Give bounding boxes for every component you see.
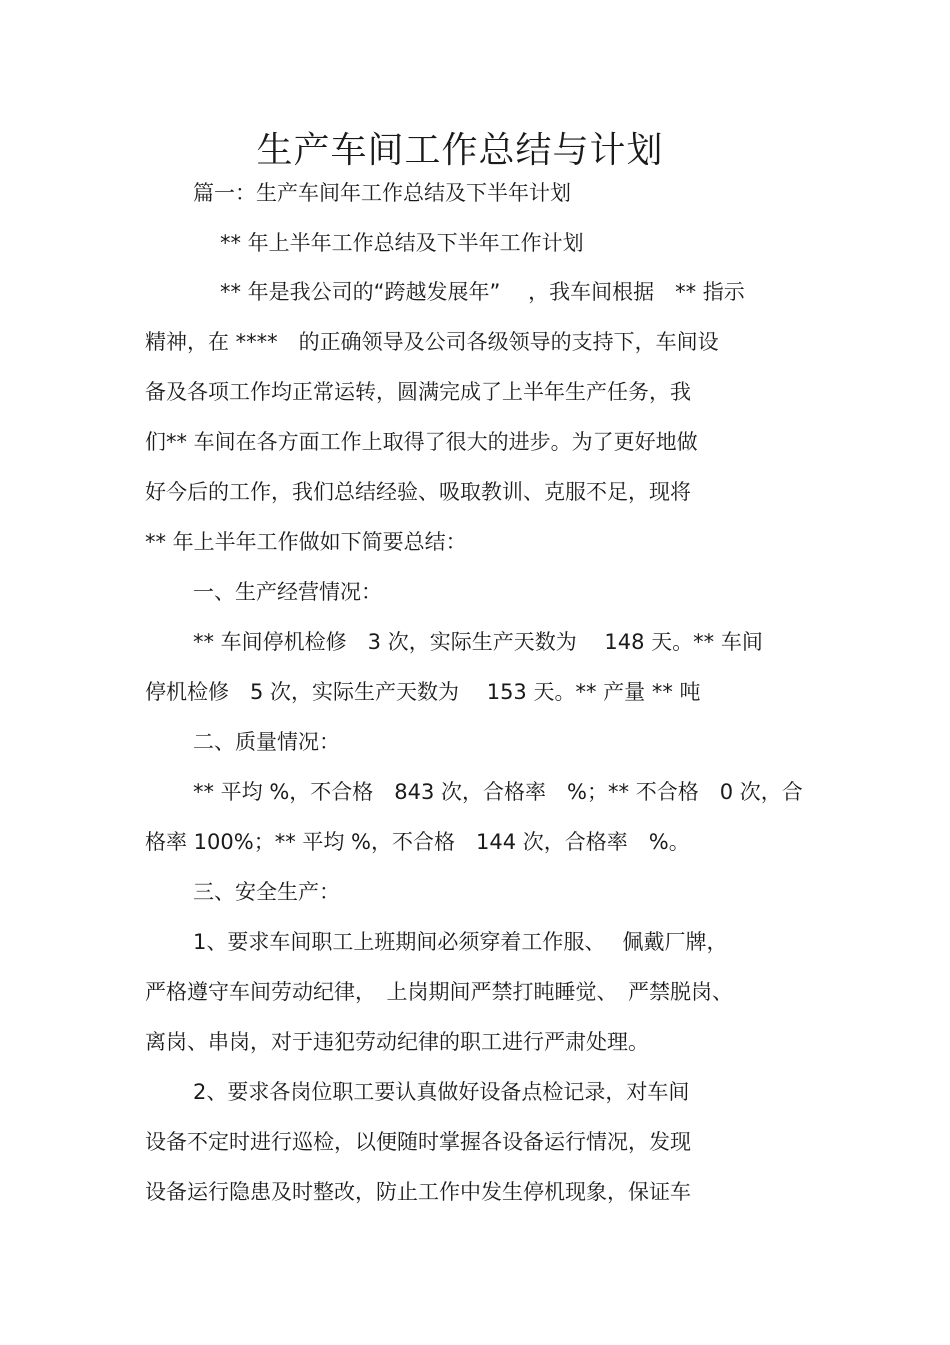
paragraph-line: 严格遵守车间劳动纪律， 上岗期间严禁打盹睡觉、 严禁脱岗、 [145, 980, 733, 1004]
section-heading: 篇一：生产车间年工作总结及下半年计划 [193, 181, 571, 205]
paragraph-line: 停机检修 5 次，实际生产天数为 153 天。** 产量 ** 吨 [145, 680, 701, 704]
section-heading: 三、安全生产： [193, 880, 340, 904]
section-heading: 一、生产经营情况： [193, 580, 382, 604]
paragraph-line: 设备不定时进行巡检，以便随时掌握各设备运行情况，发现 [145, 1130, 691, 1154]
paragraph-line: 设备运行隐患及时整改，防止工作中发生停机现象，保证车 [145, 1180, 691, 1204]
paragraph-line: 2、要求各岗位职工要认真做好设备点检记录，对车间 [193, 1080, 690, 1104]
paragraph-line: 1、要求车间职工上班期间必须穿着工作服、 佩戴厂牌， [193, 930, 728, 954]
paragraph-line: ** 年上半年工作做如下简要总结： [145, 530, 467, 554]
paragraph-line: 们** 车间在各方面工作上取得了很大的进步。为了更好地做 [145, 430, 698, 454]
document-title: 生产车间工作总结与计划 [256, 130, 664, 171]
paragraph-line: ** 平均 %，不合格 843 次，合格率 %；** 不合格 0 次，合 [193, 780, 803, 804]
section-heading: 二、质量情况： [193, 730, 340, 754]
paragraph-line: 备及各项工作均正常运转，圆满完成了上半年生产任务，我 [145, 380, 691, 404]
subtitle: ** 年上半年工作总结及下半年工作计划 [220, 231, 584, 255]
paragraph-line: 离岗、串岗，对于违犯劳动纪律的职工进行严肃处理。 [145, 1030, 649, 1054]
paragraph-line: 好今后的工作，我们总结经验、吸取教训、克服不足，现将 [145, 480, 691, 504]
paragraph-line: 格率 100%；** 平均 %，不合格 144 次，合格率 %。 [145, 830, 690, 854]
paragraph-line: ** 年是我公司的“跨越发展年” ，我车间根据 ** 指示 [220, 280, 745, 304]
paragraph-line: ** 车间停机检修 3 次，实际生产天数为 148 天。** 车间 [193, 630, 763, 654]
paragraph-line: 精神，在 **** 的正确领导及公司各级领导的支持下，车间设 [145, 330, 719, 354]
